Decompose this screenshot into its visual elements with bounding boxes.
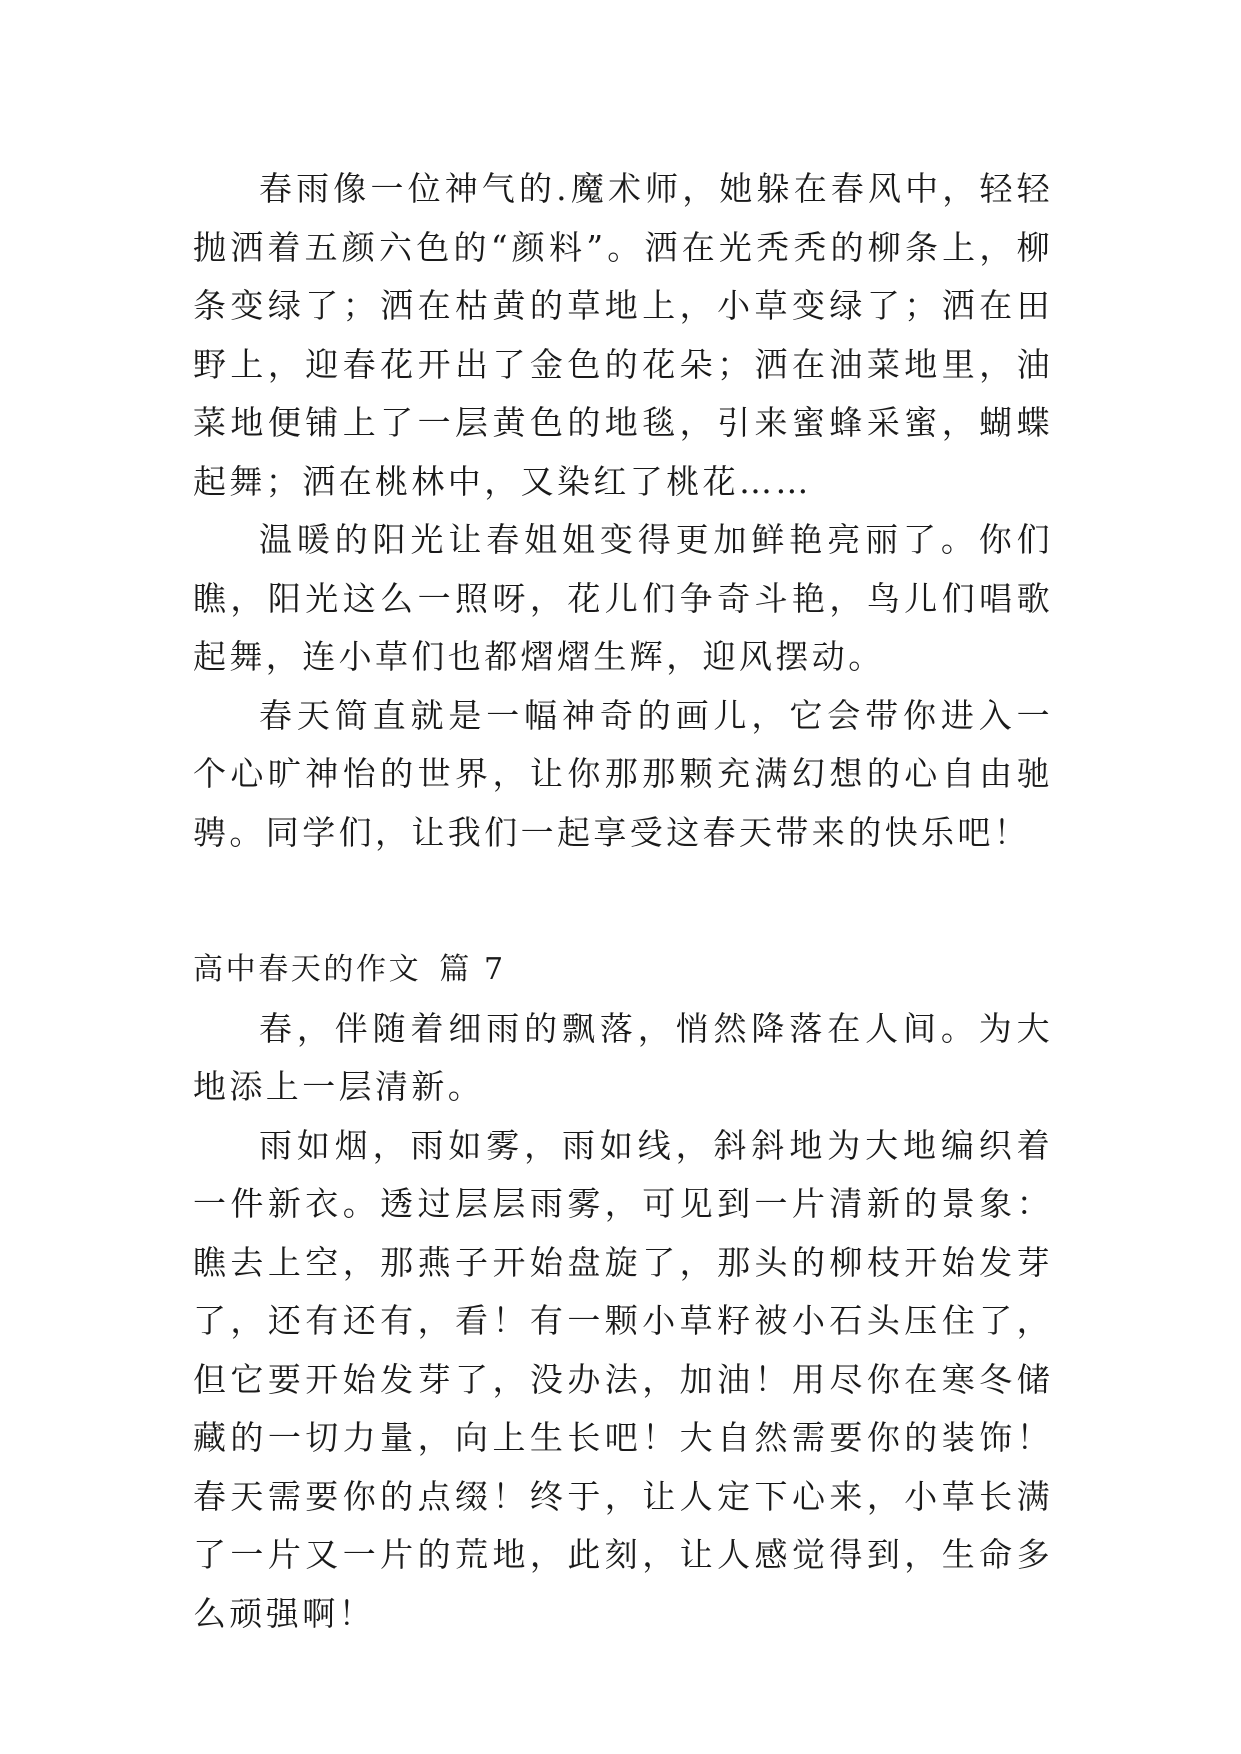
essay-paragraph: 春，伴随着细雨的飘落，悄然降落在人间。为大地添上一层清新。 (193, 1008, 1053, 1106)
essay-paragraph: 春雨像一位神气的.魔术师，她躲在春风中，轻轻抛洒着五颜六色的“颜料”。洒在光秃秃的柳条上，柳条变绿了；洒在枯黄的草地上，小草变绿了；洒在田野上，迎春花开出了金色的花朵；洒在油菜地里，油菜地便铺上了一层黄色的地毯，引来蜜蜂采蜜，蝴蝶起舞；洒在桃林中，又染红了桃花…… (193, 169, 1053, 501)
essay-paragraph: 温暖的阳光让春姐姐变得更加鲜艳亮丽了。你们瞧，阳光这么一照呀，花儿们争奇斗艳，鸟儿们唱歌起舞，连小草们也都熠熠生辉，迎风摆动。 (193, 520, 1053, 676)
essay-column (193, 160, 1053, 1643)
section-number: 篇 7 (439, 952, 506, 987)
essay-paragraph: 春天简直就是一幅神奇的画儿，它会带你进入一个心旷神怡的世界，让你那那颗充满幻想的心自由驰骋。同学们，让我们一起享受这春天带来的快乐吧！ (193, 695, 1053, 852)
essay-paragraph: 雨如烟，雨如雾，雨如线，斜斜地为大地编织着一件新衣。透过层层雨雾，可见到一片清新的景象：瞧去上空，那燕子开始盘旋了，那头的柳枝开始发芽了，还有还有，看！有一颗小草籽被小石头压住了，但它要开始发芽了，没办法，加油！用尽你在寒冬储藏的一切力量，向上生长吧！大自然需要你的装饰！春天需要你的点缀！终于，让人定下心来，小草长满了一片又一片的荒地，此刻，让人感觉得到，生命多么顽强啊！ (193, 1125, 1053, 1633)
section-title: 高中春天的作文 (193, 952, 422, 987)
section-heading (193, 941, 1053, 1000)
